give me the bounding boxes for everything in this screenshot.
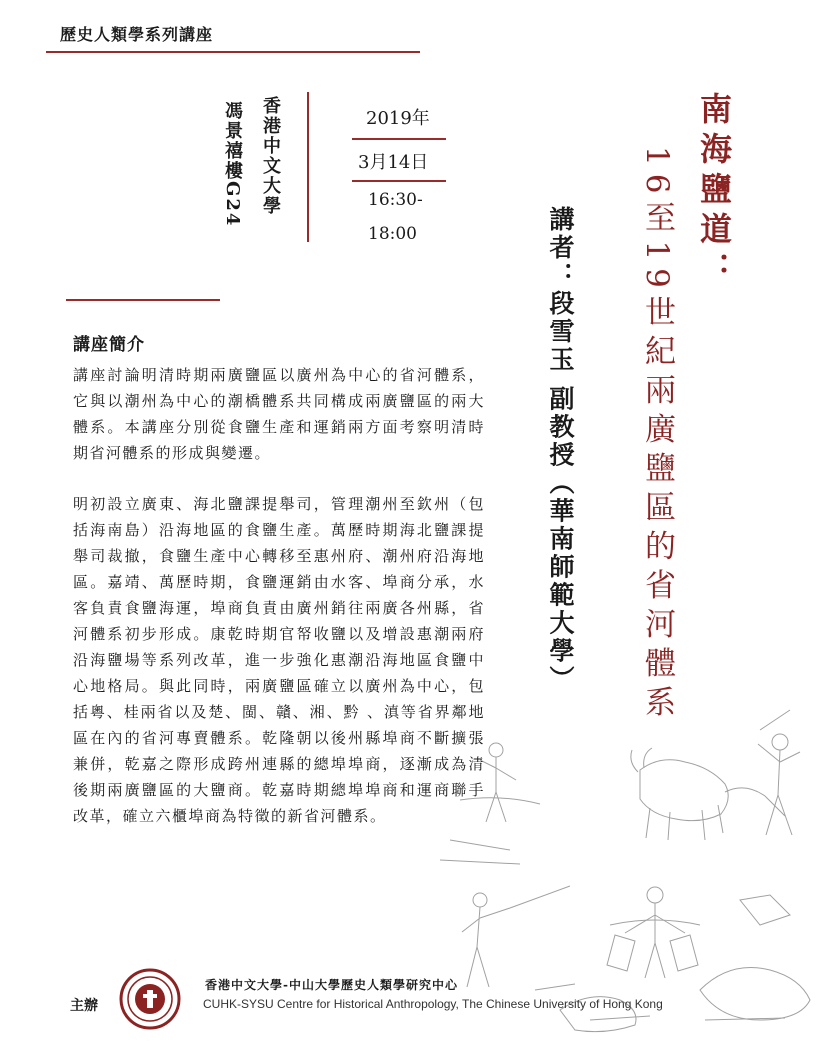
intro-heading: 講座簡介 [73,335,145,355]
header-divider [46,51,420,53]
salt-workers-illustration [440,690,816,1050]
series-title: 歷史人類學系列講座 [60,25,214,44]
venue-divider [307,92,309,242]
date-divider-2 [352,180,446,182]
intro-paragraph-1: 講座討論明清時期兩廣鹽區以廣州為中心的省河體系，它與以潮州為中心的潮橋體系共同構成兩廣鹽區的兩大體系。本講座分別從食鹽生產和運銷兩方面考察明清時期省河體系的形成與變遷。 [73,366,485,462]
host-label: 主辦 [70,998,98,1014]
organizer-name-cn: 香港中文大學-中山大學歷史人類學研究中心 [205,978,458,992]
event-time-start: 16:30- [368,190,423,210]
event-year: 2019年 [366,108,430,129]
lecture-title: 南海鹽道： [695,92,733,292]
event-day: 3月14日 [358,152,429,173]
intro-paragraph-2: 明初設立廣東、海北鹽課提舉司，管理潮州至欽州（包括海南島）沿海地區的食鹽生產。萬歷時期海北鹽課提舉司裁撤，食鹽生產中心轉移至惠州府、潮州府沿海地區。嘉靖、萬歷時期，食鹽運銷由水客、埠商分承，水客負責食鹽海運，埠商負責由廣州銷往兩廣各州縣，省河體系初步形成。康乾時期官帑收鹽以及增設惠潮兩府沿海鹽場等系列改革，進一步強化惠潮沿海地區食鹽中心地格局。與此同時，兩廣鹽區確立以廣州為中心，包括粵、桂兩省以及楚、閩、贛、湘、黔 、滇等省界鄰地區在內的省河專賣體系。乾隆朝以後州縣埠商不斷擴張兼併，乾嘉之際形成跨州連縣的總埠埠商，逐漸成為清後期兩廣鹽區的大鹽商。乾嘉時期總埠埠商和運商聯手改革，確立六櫃埠商為特徵的新省河體系。 [73,495,485,825]
speaker-line: 講者：段雪玉 副教授（華南師範大學） [546,206,575,694]
centre-seal-logo [119,968,181,1030]
venue-line-2: 馮景禧樓G24 [222,101,243,228]
date-divider-1 [352,138,446,140]
event-time-end: 18:00 [368,224,417,244]
organizer-name-en: CUHK-SYSU Centre for Historical Anthropology, The Chinese University of Hong Kong [203,997,663,1011]
venue-line-1: 香港中文大學 [260,96,281,216]
section-divider [66,299,220,301]
lecture-subtitle: 16至19世紀兩廣鹽區的省河體系 [639,146,675,725]
